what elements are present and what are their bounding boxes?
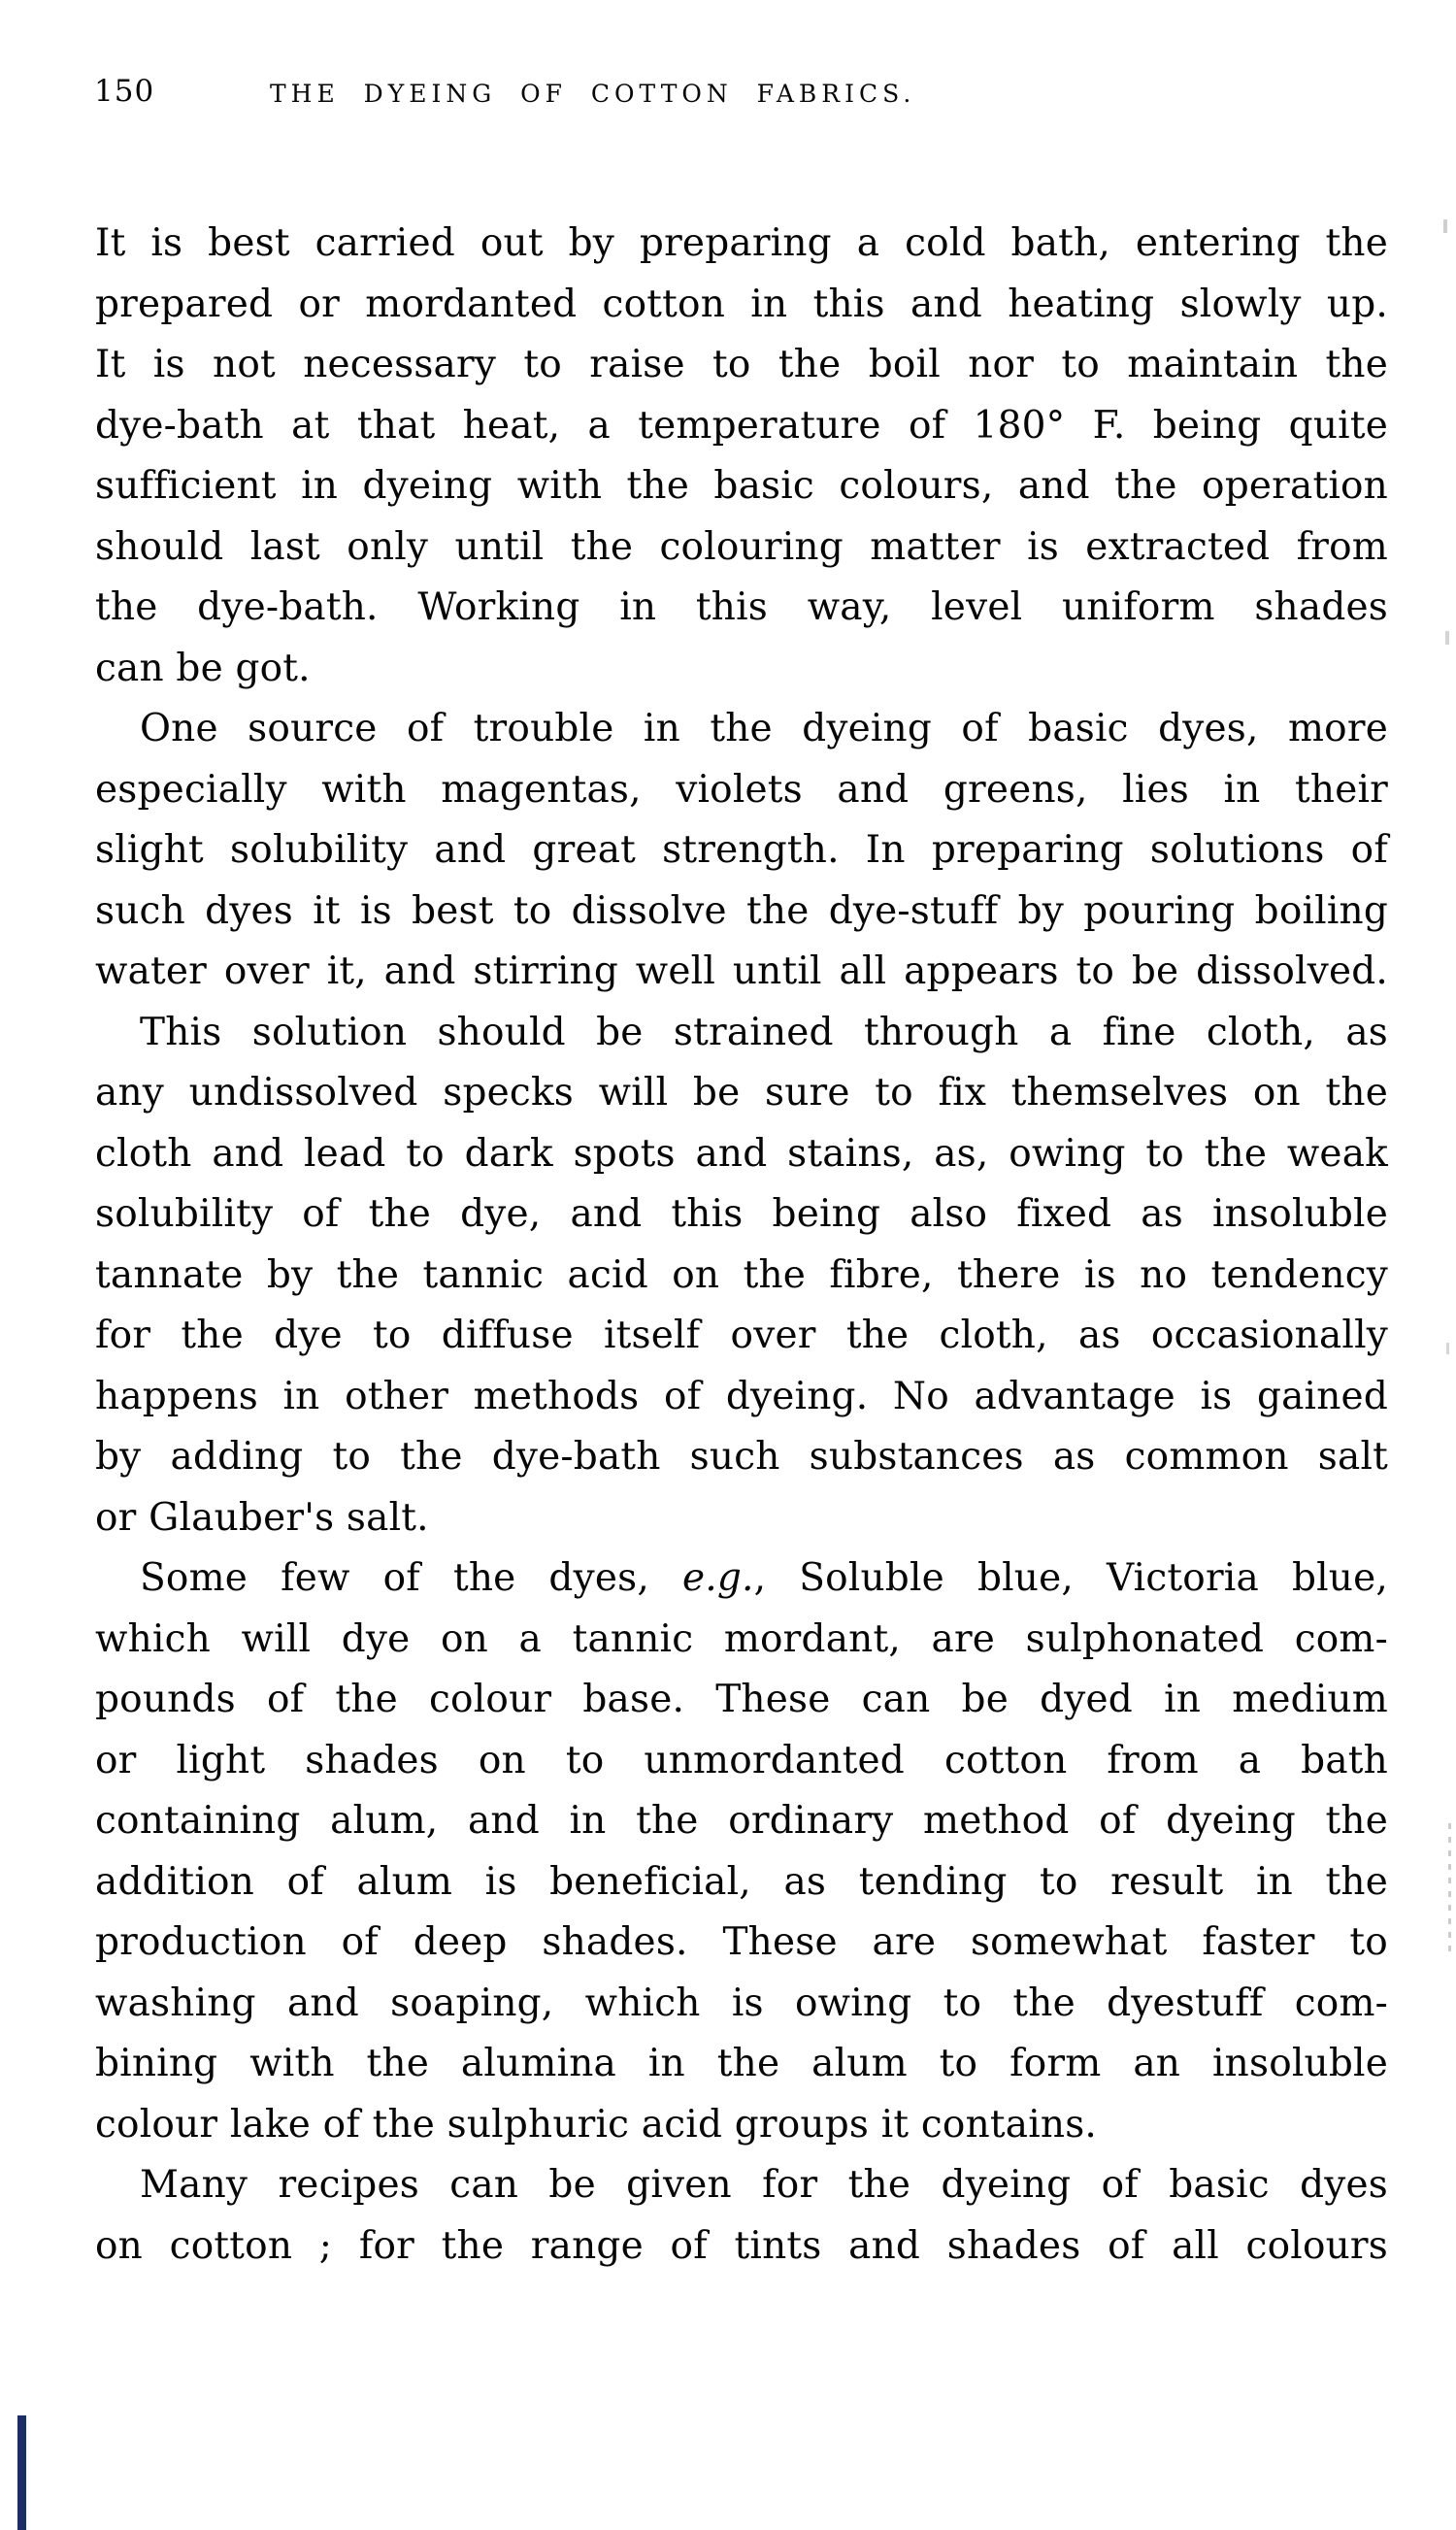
text-line: sufficient in dyeing with the basic colours, and the operation [95, 464, 1388, 508]
text-line: dye-bath at that heat, a temperature of 180° F. being quite [95, 403, 1388, 448]
scan-artifact-dash [1443, 219, 1447, 233]
text-line: It is not necessary to raise to the boil nor to maintain the [95, 343, 1388, 386]
text-segment: Some few of the dyes, [140, 1556, 682, 1600]
text-line: by adding to the dye-bath such substances as common salt [95, 1435, 1388, 1479]
paragraph-1 [95, 214, 1388, 699]
text-line: such dyes it is best to dissolve the dye-stuff by pouring boiling [95, 888, 1388, 933]
text-segment-italic: e.g. [681, 1556, 754, 1600]
text-line: solubility of the dye, and this being also fixed as insoluble [95, 1192, 1388, 1236]
running-header-title: THE DYEING OF COTTON FABRICS. [270, 80, 916, 108]
text-line: slight solubility and great strength. In preparing solutions of [95, 828, 1388, 872]
text-line: It is best carried out by preparing a cold bath, entering the [95, 221, 1388, 265]
paragraph-5 [95, 2155, 1388, 2277]
paragraph-3 [95, 1003, 1388, 1549]
text-line: should last only until the colouring matter is extracted from [95, 524, 1388, 569]
text-line: for the dye to diffuse itself over the cloth, as occasionally [95, 1314, 1388, 1357]
scan-artifact-dotted-line [1448, 1823, 1451, 1955]
text-line [95, 1548, 1388, 1610]
scan-artifact-dash [1446, 1343, 1449, 1354]
text-line: can be got. [95, 646, 311, 690]
page-number: 150 [94, 74, 155, 109]
text-line: containing alum, and in the ordinary method of dyeing the [95, 1799, 1388, 1843]
text-line: cloth and lead to dark spots and stains, as, owing to the weak [95, 1131, 1388, 1176]
text-segment: , Soluble blue, Victoria blue, [753, 1556, 1388, 1600]
text-line: pounds of the colour base. These can be dyed in medium [95, 1678, 1388, 1721]
text-line: colour lake of the sulphuric acid groups it contains. [95, 2102, 1098, 2147]
text-line: Many recipes can be given for the dyeing of basic dyes [140, 2163, 1388, 2207]
scan-artifact-margin-bar [17, 2415, 26, 2530]
paragraph-4 [95, 1548, 1388, 2155]
text-line: One source of trouble in the dyeing of basic dyes, more [140, 707, 1388, 750]
text-line: any undissolved specks will be sure to fix themselves on the [95, 1071, 1388, 1115]
text-line: or Glauber's salt. [95, 1495, 429, 1540]
text-line: water over it, and stirring well until all appears to be dissolved. [95, 949, 1388, 993]
text-line: on cotton ; for the range of tints and shades of all colours [95, 2223, 1388, 2268]
paragraph-2 [95, 699, 1388, 1003]
page-body-text [95, 214, 1388, 2277]
text-line: washing and soaping, which is owing to the dyestuff com- [95, 1981, 1388, 2025]
text-line: bining with the alumina in the alum to form an insoluble [95, 2042, 1388, 2085]
text-line: or light shades on to unmordanted cotton from a bath [95, 1738, 1388, 1782]
text-line: especially with magentas, violets and greens, lies in their [95, 767, 1388, 812]
text-line: the dye-bath. Working in this way, level uniform shades [95, 585, 1388, 629]
text-line: which will dye on a tannic mordant, are sulphonated com- [95, 1616, 1388, 1661]
text-line: production of deep shades. These are somewhat faster to [95, 1920, 1388, 1964]
text-line: This solution should be strained through a fine cloth, as [140, 1010, 1388, 1054]
text-line: prepared or mordanted cotton in this and heating slowly up. [95, 282, 1388, 326]
text-line: happens in other methods of dyeing. No advantage is gained [95, 1374, 1388, 1418]
running-header [0, 0, 1456, 126]
text-line: addition of alum is beneficial, as tending to result in the [95, 1859, 1388, 1904]
text-line: tannate by the tannic acid on the fibre, there is no tendency [95, 1252, 1388, 1297]
scan-artifact-dash [1445, 631, 1449, 645]
